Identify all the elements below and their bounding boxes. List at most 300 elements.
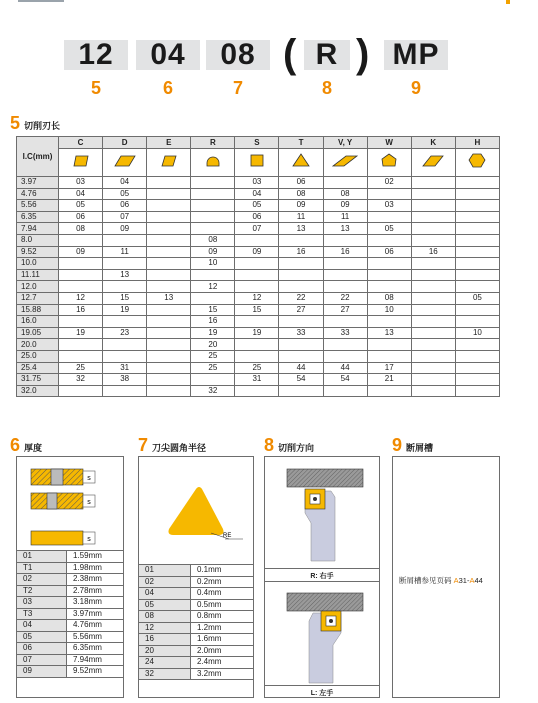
table-cell <box>323 350 367 362</box>
table-cell: 15 <box>103 292 147 304</box>
section-label: 切削方向 <box>278 443 315 453</box>
table-cell <box>191 269 235 281</box>
table-cell: 10 <box>367 304 411 316</box>
code-cell: T2 <box>17 585 67 597</box>
value-cell: 2.4mm <box>191 657 254 669</box>
table-row <box>17 666 124 678</box>
direction-panel <box>264 456 380 698</box>
table-cell <box>455 223 499 235</box>
table-cell: 11 <box>279 211 323 223</box>
table-row <box>139 668 254 680</box>
chipbreaker-text: 断屑槽参见页码 <box>399 576 454 585</box>
shape-t-icon <box>279 149 323 177</box>
code-cell: 04 <box>139 588 191 600</box>
table-cell <box>455 234 499 246</box>
table-cell <box>455 188 499 200</box>
table-cell <box>235 316 279 328</box>
ic-value: 7.94 <box>17 223 59 235</box>
table-cell <box>191 200 235 212</box>
table-cell: 08 <box>59 223 103 235</box>
table-row <box>139 634 254 646</box>
table-cell: 02 <box>367 177 411 189</box>
value-cell: 6.35mm <box>67 643 124 655</box>
table-cell <box>279 258 323 270</box>
table-cell <box>279 385 323 397</box>
value-cell: 4.76mm <box>67 620 124 632</box>
ic-value: 8.0 <box>17 234 59 246</box>
code-cell: 02 <box>139 576 191 588</box>
table-cell: 16 <box>191 316 235 328</box>
code-part-1: 12 <box>64 40 128 70</box>
ic-value: 9.52 <box>17 246 59 258</box>
table-cell: 09 <box>235 246 279 258</box>
table-cell: 09 <box>323 200 367 212</box>
table-cell <box>235 350 279 362</box>
column-header: V, Y <box>323 137 367 149</box>
value-cell: 2.78mm <box>67 585 124 597</box>
table-row <box>17 562 124 574</box>
chipbreaker-panel <box>392 456 500 698</box>
table-cell <box>103 385 147 397</box>
table-cell <box>411 292 455 304</box>
table-cell: 13 <box>367 327 411 339</box>
ic-value: 12.7 <box>17 292 59 304</box>
table-cell <box>147 350 191 362</box>
table-cell: 19 <box>191 327 235 339</box>
table-cell <box>279 234 323 246</box>
section-6-title <box>10 436 42 454</box>
ic-value: 15.88 <box>17 304 59 316</box>
page-prefix-a: A <box>453 576 459 585</box>
table-cell <box>411 211 455 223</box>
table-cell: 22 <box>279 292 323 304</box>
table-cell <box>279 339 323 351</box>
table-cell <box>455 211 499 223</box>
table-cell: 05 <box>103 188 147 200</box>
table-cell: 21 <box>367 374 411 386</box>
table-cell: 33 <box>323 327 367 339</box>
value-cell: 1.59mm <box>67 551 124 563</box>
ic-value: 5.56 <box>17 200 59 212</box>
table-cell <box>103 234 147 246</box>
table-cell: 25 <box>191 362 235 374</box>
value-cell: 0.2mm <box>191 576 254 588</box>
table-row <box>139 645 254 657</box>
table-cell: 07 <box>103 211 147 223</box>
value-cell: 0.5mm <box>191 599 254 611</box>
table-cell: 19 <box>235 327 279 339</box>
table-cell <box>235 339 279 351</box>
table-row <box>17 654 124 666</box>
table-cell <box>147 177 191 189</box>
ic-value: 16.0 <box>17 316 59 328</box>
re-label: RE <box>223 533 232 539</box>
table-cell: 04 <box>235 188 279 200</box>
table-cell <box>147 234 191 246</box>
shape-c-icon <box>59 149 103 177</box>
table-cell: 13 <box>147 292 191 304</box>
left-hand-diagram <box>265 587 379 687</box>
table-cell: 05 <box>367 223 411 235</box>
table-cell <box>147 223 191 235</box>
table-cell <box>59 281 103 293</box>
value-cell: 9.52mm <box>67 666 124 678</box>
table-cell: 05 <box>59 200 103 212</box>
table-cell <box>147 200 191 212</box>
table-cell <box>147 316 191 328</box>
table-cell <box>147 374 191 386</box>
left-hand-label: L: 左手 <box>265 685 379 698</box>
table-row <box>139 588 254 600</box>
table-cell <box>59 339 103 351</box>
column-header: W <box>367 137 411 149</box>
table-cell <box>147 281 191 293</box>
table-cell <box>235 258 279 270</box>
table-row <box>17 608 124 620</box>
table-cell: 44 <box>323 362 367 374</box>
right-hand-diagram <box>265 461 379 573</box>
table-cell <box>191 177 235 189</box>
table-cell: 54 <box>279 374 323 386</box>
code-part-2: 04 <box>136 40 200 70</box>
table-cell <box>191 211 235 223</box>
table-cell <box>411 304 455 316</box>
table-cell <box>455 246 499 258</box>
table-cell <box>367 339 411 351</box>
table-row <box>139 565 254 577</box>
table-cell <box>411 385 455 397</box>
table-cell: 08 <box>367 292 411 304</box>
section-number: 8 <box>264 435 275 455</box>
table-cell: 44 <box>279 362 323 374</box>
ic-value: 3.97 <box>17 177 59 189</box>
ic-value: 10.0 <box>17 258 59 270</box>
table-cell <box>367 269 411 281</box>
value-cell: 2.0mm <box>191 645 254 657</box>
table-cell: 23 <box>103 327 147 339</box>
right-hand-label: R: 右手 <box>265 568 379 581</box>
table-cell <box>367 350 411 362</box>
code-cell: 05 <box>17 631 67 643</box>
code-num-6: 6 <box>162 78 173 98</box>
code-cell: 04 <box>17 620 67 632</box>
table-row <box>139 576 254 588</box>
table-cell <box>59 350 103 362</box>
shape-s-icon <box>235 149 279 177</box>
top-bar <box>0 0 538 4</box>
table-cell: 17 <box>367 362 411 374</box>
table-cell: 10 <box>191 258 235 270</box>
table-cell <box>411 177 455 189</box>
table-cell <box>411 350 455 362</box>
table-cell: 38 <box>103 374 147 386</box>
table-row <box>17 234 500 246</box>
ic-value: 11.11 <box>17 269 59 281</box>
table-cell <box>59 269 103 281</box>
table-row <box>17 327 500 339</box>
value-cell: 1.2mm <box>191 622 254 634</box>
table-cell <box>411 269 455 281</box>
section-label: 厚度 <box>24 443 43 453</box>
table-row <box>17 269 500 281</box>
section-label: 刀尖圆角半径 <box>152 443 207 453</box>
table-row <box>17 316 500 328</box>
table-cell: 09 <box>59 246 103 258</box>
code-cell: 07 <box>17 654 67 666</box>
table-cell <box>235 281 279 293</box>
shape-h-icon <box>455 149 499 177</box>
table-cell: 09 <box>103 223 147 235</box>
ic-value: 6.35 <box>17 211 59 223</box>
code-cell: 08 <box>139 611 191 623</box>
table-row <box>17 246 500 258</box>
table-cell: 04 <box>59 188 103 200</box>
table-cell <box>411 258 455 270</box>
table-cell <box>235 234 279 246</box>
table-cell: 03 <box>235 177 279 189</box>
table-cell: 25 <box>235 362 279 374</box>
code-cell: 20 <box>139 645 191 657</box>
table-cell: 25 <box>59 362 103 374</box>
table-cell <box>103 258 147 270</box>
table-cell <box>411 316 455 328</box>
table-cell: 32 <box>191 385 235 397</box>
designation-code <box>0 34 538 104</box>
table-cell <box>323 258 367 270</box>
table-cell: 06 <box>367 246 411 258</box>
table-cell <box>411 327 455 339</box>
table-cell <box>103 281 147 293</box>
table-row <box>17 631 124 643</box>
column-header: S <box>235 137 279 149</box>
table-cell: 12 <box>59 292 103 304</box>
code-part-3: 08 <box>206 40 270 70</box>
shape-row <box>17 149 500 177</box>
table-cell <box>191 374 235 386</box>
section-label: 断屑槽 <box>406 443 434 453</box>
table-cell: 25 <box>191 350 235 362</box>
table-cell <box>323 234 367 246</box>
s-label: s <box>87 499 91 506</box>
table-cell: 08 <box>323 188 367 200</box>
table-cell: 15 <box>191 304 235 316</box>
table-cell: 20 <box>191 339 235 351</box>
column-header: C <box>59 137 103 149</box>
table-cell: 54 <box>323 374 367 386</box>
table-cell: 22 <box>323 292 367 304</box>
table-cell: 31 <box>103 362 147 374</box>
table-cell <box>147 258 191 270</box>
table-cell <box>103 339 147 351</box>
table-cell: 32 <box>59 374 103 386</box>
table-cell <box>455 304 499 316</box>
table-cell <box>191 292 235 304</box>
value-cell: 3.18mm <box>67 597 124 609</box>
table-cell <box>411 234 455 246</box>
ic-header: I.C(mm) <box>17 137 59 177</box>
thickness-table <box>16 550 124 678</box>
table-cell: 12 <box>235 292 279 304</box>
section-number: 6 <box>10 435 21 455</box>
table-row <box>17 304 500 316</box>
thickness-diagram <box>17 459 123 555</box>
table-cell: 06 <box>103 200 147 212</box>
table-cell <box>455 339 499 351</box>
section-number: 5 <box>10 113 21 133</box>
table-row <box>17 188 500 200</box>
ic-value: 32.0 <box>17 385 59 397</box>
table-cell <box>367 234 411 246</box>
radius-table <box>138 564 254 680</box>
table-cell: 13 <box>323 223 367 235</box>
column-header: H <box>455 137 499 149</box>
value-cell: 5.56mm <box>67 631 124 643</box>
table-cell <box>367 211 411 223</box>
ic-value: 31.75 <box>17 374 59 386</box>
top-rule <box>18 0 64 2</box>
table-cell <box>367 385 411 397</box>
value-cell: 1.6mm <box>191 634 254 646</box>
ic-value: 19.05 <box>17 327 59 339</box>
table-cell <box>147 211 191 223</box>
table-cell <box>367 258 411 270</box>
table-row <box>17 551 124 563</box>
table-cell: 12 <box>191 281 235 293</box>
code-cell: 16 <box>139 634 191 646</box>
table-cell: 05 <box>455 292 499 304</box>
table-cell <box>279 281 323 293</box>
table-cell <box>411 200 455 212</box>
code-cell: 12 <box>139 622 191 634</box>
code-cell: T3 <box>17 608 67 620</box>
table-cell <box>235 385 279 397</box>
table-cell <box>147 269 191 281</box>
table-cell: 19 <box>59 327 103 339</box>
table-cell <box>411 188 455 200</box>
table-cell <box>455 200 499 212</box>
column-header: R <box>191 137 235 149</box>
table-row <box>17 292 500 304</box>
value-cell: 7.94mm <box>67 654 124 666</box>
table-row <box>139 622 254 634</box>
table-row <box>17 385 500 397</box>
table-cell <box>323 177 367 189</box>
code-cell: 06 <box>17 643 67 655</box>
table-cell: 06 <box>235 211 279 223</box>
table-cell: 27 <box>279 304 323 316</box>
corner-mark <box>506 0 510 4</box>
table-cell: 06 <box>279 177 323 189</box>
table-row <box>17 374 500 386</box>
table-cell: 13 <box>103 269 147 281</box>
table-cell: 15 <box>235 304 279 316</box>
table-cell <box>455 350 499 362</box>
section-9-title <box>392 436 433 454</box>
code-cell: 01 <box>17 551 67 563</box>
table-row <box>17 597 124 609</box>
table-cell <box>411 281 455 293</box>
cutting-edge-table <box>16 136 500 397</box>
table-header-row <box>17 137 500 149</box>
value-cell: 1.98mm <box>67 562 124 574</box>
table-cell: 10 <box>455 327 499 339</box>
table-cell <box>411 362 455 374</box>
code-num-7: 7 <box>232 78 243 98</box>
shape-w-icon <box>367 149 411 177</box>
table-cell <box>59 234 103 246</box>
page-start: 31 <box>458 576 467 585</box>
table-cell: 03 <box>59 177 103 189</box>
table-cell <box>147 385 191 397</box>
table-cell: 33 <box>279 327 323 339</box>
table-cell: 09 <box>191 246 235 258</box>
table-cell: 04 <box>103 177 147 189</box>
table-row <box>17 223 500 235</box>
code-num-9: 9 <box>410 78 421 98</box>
ic-value: 4.76 <box>17 188 59 200</box>
open-paren: ( <box>283 32 297 76</box>
section-label: 切削刃长 <box>24 121 61 131</box>
ic-value: 25.0 <box>17 350 59 362</box>
table-row <box>17 574 124 586</box>
ic-value: 12.0 <box>17 281 59 293</box>
table-cell <box>59 385 103 397</box>
table-row <box>17 585 124 597</box>
value-cell: 0.4mm <box>191 588 254 600</box>
table-row <box>139 611 254 623</box>
code-num-8: 8 <box>321 78 332 98</box>
table-row <box>17 620 124 632</box>
table-cell: 07 <box>235 223 279 235</box>
table-cell: 19 <box>103 304 147 316</box>
table-cell <box>147 362 191 374</box>
value-cell: 0.1mm <box>191 565 254 577</box>
table-cell <box>323 316 367 328</box>
page-prefix-a: A <box>469 576 475 585</box>
table-cell: 16 <box>59 304 103 316</box>
table-cell <box>367 316 411 328</box>
radius-diagram <box>139 459 253 569</box>
table-row <box>17 200 500 212</box>
code-cell: 24 <box>139 657 191 669</box>
table-cell <box>455 258 499 270</box>
table-cell: 31 <box>235 374 279 386</box>
table-cell: 16 <box>279 246 323 258</box>
section-8-title <box>264 436 314 454</box>
table-row <box>17 258 500 270</box>
s-label: s <box>87 475 91 482</box>
table-cell <box>323 339 367 351</box>
table-cell: 11 <box>323 211 367 223</box>
table-cell <box>279 269 323 281</box>
table-cell <box>455 269 499 281</box>
table-cell <box>323 269 367 281</box>
code-num-5: 5 <box>90 78 101 98</box>
table-cell: 11 <box>103 246 147 258</box>
shape-v-icon <box>323 149 367 177</box>
s-label: s <box>87 536 91 543</box>
column-header: T <box>279 137 323 149</box>
table-cell <box>411 374 455 386</box>
table-cell: 05 <box>235 200 279 212</box>
table-cell <box>411 223 455 235</box>
table-cell <box>455 316 499 328</box>
table-cell <box>455 362 499 374</box>
column-header: K <box>411 137 455 149</box>
column-header: D <box>103 137 147 149</box>
table-cell <box>235 269 279 281</box>
ic-value: 20.0 <box>17 339 59 351</box>
